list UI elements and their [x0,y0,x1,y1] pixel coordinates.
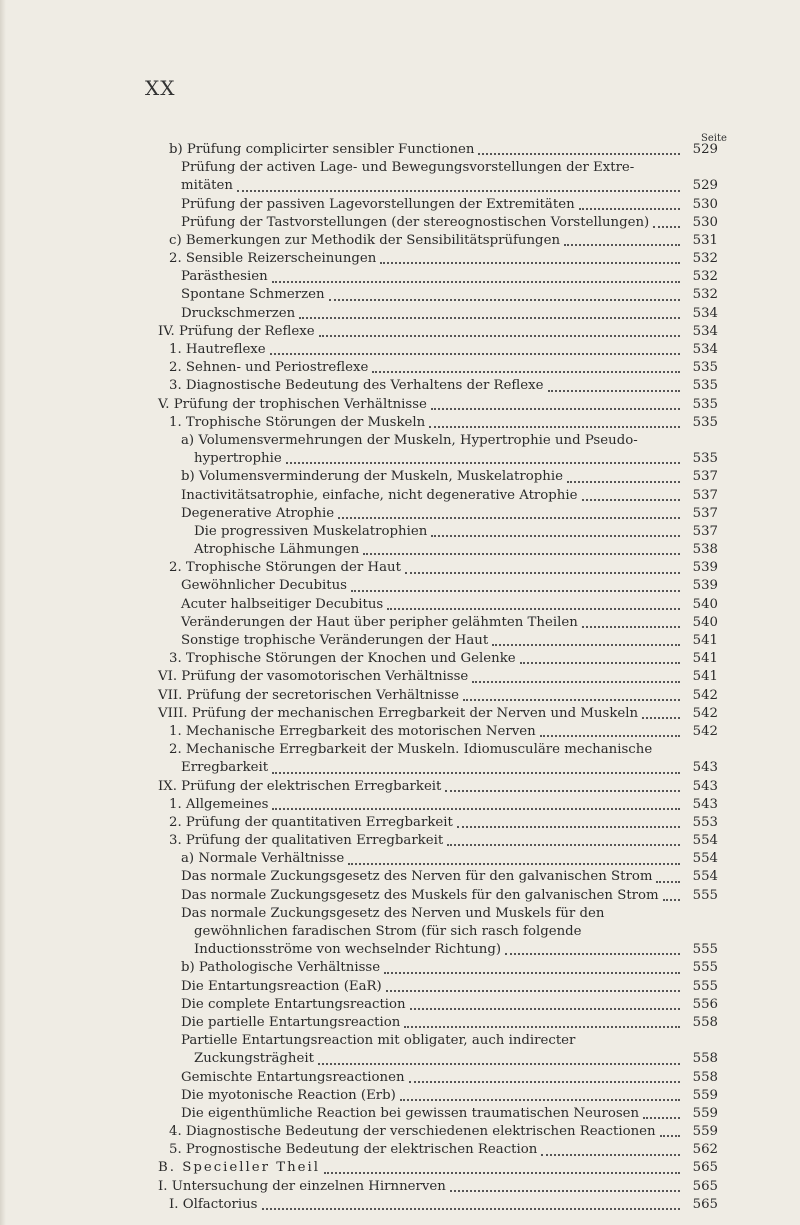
toc-entry-page: 542 [692,723,718,739]
toc-leader-dots [338,516,680,519]
toc-entry [158,559,718,577]
toc-leader-dots [567,480,680,483]
toc-entry-page: 531 [692,232,718,248]
toc-entry-page: 565 [692,1160,718,1176]
toc-entry-page: 554 [692,851,718,867]
toc-entry-title: Prüfung der activen Lage- und Bewegungsvorstellungen der Extre- [181,160,635,176]
toc-leader-dots [579,207,680,210]
toc-entry-page: 530 [692,214,718,230]
toc-entry-page: 542 [692,705,718,721]
toc-entry [158,1196,718,1214]
toc-leader-dots [520,661,680,664]
toc-entry-page: 537 [692,487,718,503]
toc-entry-page: 543 [692,778,718,794]
toc-entry-title: 1. Trophische Störungen der Muskeln [169,414,426,430]
toc-leader-dots [348,862,680,865]
toc-leader-dots [541,1153,680,1156]
toc-leader-dots [351,589,680,592]
toc-leader-dots [431,534,680,537]
toc-entry-title: Die eigenthümliche Reaction bei gewissen traumatischen Neurosen [181,1105,640,1121]
toc-entry-title: Prüfung der Tastvorstellungen (der stereognostischen Vorstellungen) [181,214,650,230]
toc-leader-dots [447,843,680,846]
toc-entry [158,1105,718,1123]
toc-leader-dots [548,389,680,392]
toc-entry-title: Parästhesien [181,269,268,285]
toc-entry-page: 555 [692,942,718,958]
toc-entry [158,1141,718,1159]
toc-entry-title: Sonstige trophische Veränderungen der Haut [181,633,489,649]
toc-leader-dots [329,298,680,301]
toc-entry-title: hypertrophie [194,451,282,467]
toc-entry-page: 535 [692,396,718,412]
toc-entry-title: 2. Prüfung der quantitativen Erregbarkeit [169,814,453,830]
toc-entry [158,832,718,850]
toc-leader-dots [386,989,680,992]
toc-entry-title: 1. Mechanische Erregbarkeit des motorischen Nerven [169,723,536,739]
toc-leader-dots [643,1116,680,1119]
toc-leader-dots [429,425,680,428]
toc-entry-page: 535 [692,360,718,376]
toc-entry [158,741,718,759]
page-edge-shadow [0,0,6,1225]
toc-entry [158,396,718,414]
toc-entry [158,1069,718,1087]
toc-entry-title: Die progressiven Muskelatrophien [194,523,428,539]
toc-entry-page: 540 [692,614,718,630]
toc-leader-dots [582,625,680,628]
toc-entry [158,959,718,977]
toc-entry-title: Die partielle Entartungsreaction [181,1014,401,1030]
toc-entry-title: IV. Prüfung der Reflexe [158,323,315,339]
toc-leader-dots [409,1080,680,1083]
toc-entry-title: b) Volumensverminderung der Muskeln, Muskelatrophie [181,469,563,485]
toc-entry [158,1050,718,1068]
toc-entry [158,287,718,305]
toc-entry [158,541,718,559]
toc-leader-dots [660,1134,680,1137]
toc-entry-page: 562 [692,1142,718,1158]
toc-entry-title: b) Prüfung complicirter sensibler Functionen [169,141,475,157]
toc-entry [158,214,718,232]
toc-leader-dots [299,316,680,319]
toc-leader-dots [405,571,680,574]
toc-entry [158,778,718,796]
toc-leader-dots [564,243,680,246]
page-number: XX [145,76,176,100]
toc-entry [158,177,718,195]
toc-entry-title: Druckschmerzen [181,305,296,321]
toc-entry-title: Prüfung der passiven Lagevorstellungen der Extremitäten [181,196,575,212]
toc-entry-page: 529 [692,178,718,194]
toc-leader-dots [363,552,680,555]
toc-entry [158,1123,718,1141]
toc-entry-title: Gemischte Entartungsreactionen [181,1069,405,1085]
toc-entry-page: 554 [692,869,718,885]
toc-leader-dots [387,607,680,610]
toc-entry [158,650,718,668]
toc-entry-page: 538 [692,542,718,558]
toc-entry-page: 534 [692,323,718,339]
toc-entry-page: 537 [692,505,718,521]
toc-entry [158,414,718,432]
toc-entry-title: I. Olfactorius [169,1196,258,1212]
toc-entry [158,377,718,395]
toc-entry [158,323,718,341]
toc-entry [158,850,718,868]
toc-entry-page: 535 [692,378,718,394]
toc-entry-page: 534 [692,342,718,358]
toc-leader-dots [463,698,680,701]
toc-entry-title: Das normale Zuckungsgesetz des Nerven und Muskels für den [181,905,605,921]
toc-entry [158,432,718,450]
toc-entry-page: 558 [692,1051,718,1067]
toc-leader-dots [472,680,680,683]
toc-entry-title: B. Specieller Theil [158,1160,321,1176]
toc-entry-page: 529 [692,141,718,157]
toc-entry [158,159,718,177]
toc-entry-page: 535 [692,414,718,430]
toc-entry-title: 2. Mechanische Erregbarkeit der Muskeln. Idiomusculäre mechanische [169,742,653,758]
toc-entry-title: c) Bemerkungen zur Methodik der Sensibilitätsprüfungen [169,232,561,248]
toc-leader-dots [380,261,680,264]
toc-entry [158,978,718,996]
toc-leader-dots [384,971,680,974]
toc-entry-title: 3. Diagnostische Bedeutung des Verhaltens der Reflexe [169,378,544,394]
toc-entry-title: 3. Prüfung der qualitativen Erregbarkeit [169,833,444,849]
toc-entry [158,596,718,614]
toc-entry-title: gewöhnlichen faradischen Strom (für sich rasch folgende [194,924,582,940]
toc-entry-title: 2. Trophische Störungen der Haut [169,560,401,576]
toc-entry [158,196,718,214]
toc-entry [158,814,718,832]
toc-entry-page: 537 [692,523,718,539]
toc-entry-page: 540 [692,596,718,612]
toc-leader-dots [272,771,680,774]
toc-entry-title: Veränderungen der Haut über peripher gelähmten Theilen [181,614,578,630]
toc-entry-page: 555 [692,887,718,903]
toc-entry [158,687,718,705]
toc-entry-page: 535 [692,451,718,467]
toc-entry-title: a) Volumensvermehrungen der Muskeln, Hypertrophie und Pseudo- [181,432,638,448]
toc-entry-title: Erregbarkeit [181,760,269,776]
table-of-contents [158,141,718,1214]
toc-entry-page: 532 [692,251,718,267]
toc-entry-page: 558 [692,1014,718,1030]
toc-entry-title: 4. Diagnostische Bedeutung der verschiedenen elektrischen Reactionen [169,1124,656,1140]
toc-entry-page: 554 [692,833,718,849]
toc-entry-title: 3. Trophische Störungen der Knochen und Gelenke [169,651,516,667]
toc-entry-title: Das normale Zuckungsgesetz des Muskels für den galvanischen Strom [181,887,659,903]
toc-entry [158,1087,718,1105]
toc-entry [158,523,718,541]
toc-entry-title: Partielle Entartungsreaction mit obligater, auch indirecter [181,1033,576,1049]
toc-entry-title: Die complete Entartungsreaction [181,996,406,1012]
toc-leader-dots [656,880,680,883]
toc-entry-title: I. Untersuchung der einzelnen Hirnnerven [158,1178,446,1194]
toc-entry-page: 565 [692,1196,718,1212]
toc-entry [158,614,718,632]
toc-entry-page: 543 [692,796,718,812]
toc-leader-dots [318,1062,680,1065]
toc-entry [158,668,718,686]
toc-entry-title: Gewöhnlicher Decubitus [181,578,348,594]
toc-entry [158,905,718,923]
toc-entry [158,487,718,505]
toc-entry [158,632,718,650]
toc-entry-page: 532 [692,269,718,285]
toc-entry-title: Spontane Schmerzen [181,287,325,303]
toc-entry-title: Die myotonische Reaction (Erb) [181,1087,396,1103]
toc-leader-dots [400,1098,680,1101]
toc-leader-dots [478,152,680,155]
toc-entry-page: 553 [692,814,718,830]
toc-entry [158,1178,718,1196]
toc-entry [158,305,718,323]
toc-entry [158,341,718,359]
toc-entry-page: 559 [692,1124,718,1140]
toc-entry-page: 559 [692,1087,718,1103]
toc-entry-title: 1. Allgemeines [169,796,269,812]
toc-entry-title: Das normale Zuckungsgesetz des Nerven für den galvanischen Strom [181,869,653,885]
toc-entry [158,578,718,596]
toc-entry-title: Zuckungsträgheit [194,1051,314,1067]
toc-leader-dots [540,734,680,737]
toc-entry-page: 565 [692,1178,718,1194]
toc-entry-title: VI. Prüfung der vasomotorischen Verhältnisse [158,669,469,685]
toc-leader-dots [642,716,680,719]
toc-entry-page: 555 [692,978,718,994]
toc-entry [158,468,718,486]
toc-leader-dots [663,898,680,901]
toc-leader-dots [404,1025,680,1028]
toc-entry [158,250,718,268]
toc-entry-page: 558 [692,1069,718,1085]
toc-entry-title: Degenerative Atrophie [181,505,335,521]
toc-leader-dots [319,334,680,337]
toc-entry [158,268,718,286]
toc-entry [158,923,718,941]
toc-leader-dots [272,807,680,810]
toc-entry-title: Inactivitätsatrophie, einfache, nicht degenerative Atrophie [181,487,578,503]
toc-entry-title: 2. Sehnen- und Periostreflexe [169,360,369,376]
seite-column-label: Seite [701,133,727,144]
toc-entry [158,359,718,377]
toc-entry-title: Acuter halbseitiger Decubitus [181,596,384,612]
toc-leader-dots [410,1007,680,1010]
toc-entry-page: 530 [692,196,718,212]
toc-entry-page: 541 [692,669,718,685]
toc-entry-title: V. Prüfung der trophischen Verhältnisse [158,396,427,412]
toc-entry-page: 556 [692,996,718,1012]
toc-entry [158,1014,718,1032]
toc-entry [158,869,718,887]
toc-entry-title: 2. Sensible Reizerscheinungen [169,251,377,267]
toc-entry-page: 541 [692,633,718,649]
toc-entry [158,996,718,1014]
toc-entry-page: 542 [692,687,718,703]
toc-entry [158,450,718,468]
toc-entry [158,759,718,777]
toc-leader-dots [653,225,680,228]
toc-entry-title: IX. Prüfung der elektrischen Erregbarkeit [158,778,442,794]
toc-leader-dots [270,352,680,355]
toc-leader-dots [457,825,680,828]
toc-entry [158,941,718,959]
toc-entry [158,141,718,159]
toc-entry [158,505,718,523]
toc-entry-title: mitäten [181,178,233,194]
toc-entry-page: 541 [692,651,718,667]
toc-entry [158,887,718,905]
toc-entry [158,796,718,814]
toc-leader-dots [372,370,680,373]
toc-entry-page: 534 [692,305,718,321]
toc-entry-title: a) Normale Verhältnisse [181,851,345,867]
toc-entry [158,1160,718,1178]
toc-entry-title: Die Entartungsreaction (EaR) [181,978,382,994]
toc-entry-title: VIII. Prüfung der mechanischen Erregbarkeit der Nerven und Muskeln [158,705,639,721]
toc-leader-dots [286,461,680,464]
toc-leader-dots [450,1189,680,1192]
toc-entry-title: 1. Hautreflexe [169,342,266,358]
toc-leader-dots [262,1207,680,1210]
toc-entry-title: VII. Prüfung der secretorischen Verhältnisse [158,687,460,703]
toc-leader-dots [431,407,680,410]
toc-entry-page: 559 [692,1105,718,1121]
toc-leader-dots [272,280,680,283]
toc-leader-dots [324,1171,680,1174]
toc-entry-title: 5. Prognostische Bedeutung der elektrischen Reaction [169,1142,538,1158]
toc-entry-page: 532 [692,287,718,303]
toc-leader-dots [505,952,680,955]
toc-entry [158,232,718,250]
toc-leader-dots [237,189,680,192]
toc-entry-page: 543 [692,760,718,776]
toc-entry-page: 539 [692,578,718,594]
toc-entry-page: 539 [692,560,718,576]
toc-entry-title: Inductionsströme von wechselnder Richtung) [194,942,502,958]
toc-entry [158,723,718,741]
toc-leader-dots [582,498,681,501]
toc-leader-dots [445,789,680,792]
toc-leader-dots [492,643,680,646]
toc-entry-page: 537 [692,469,718,485]
toc-entry-title: b) Pathologische Verhältnisse [181,960,381,976]
toc-entry-title: Atrophische Lähmungen [194,542,360,558]
toc-entry [158,705,718,723]
toc-entry [158,1032,718,1050]
toc-entry-page: 555 [692,960,718,976]
